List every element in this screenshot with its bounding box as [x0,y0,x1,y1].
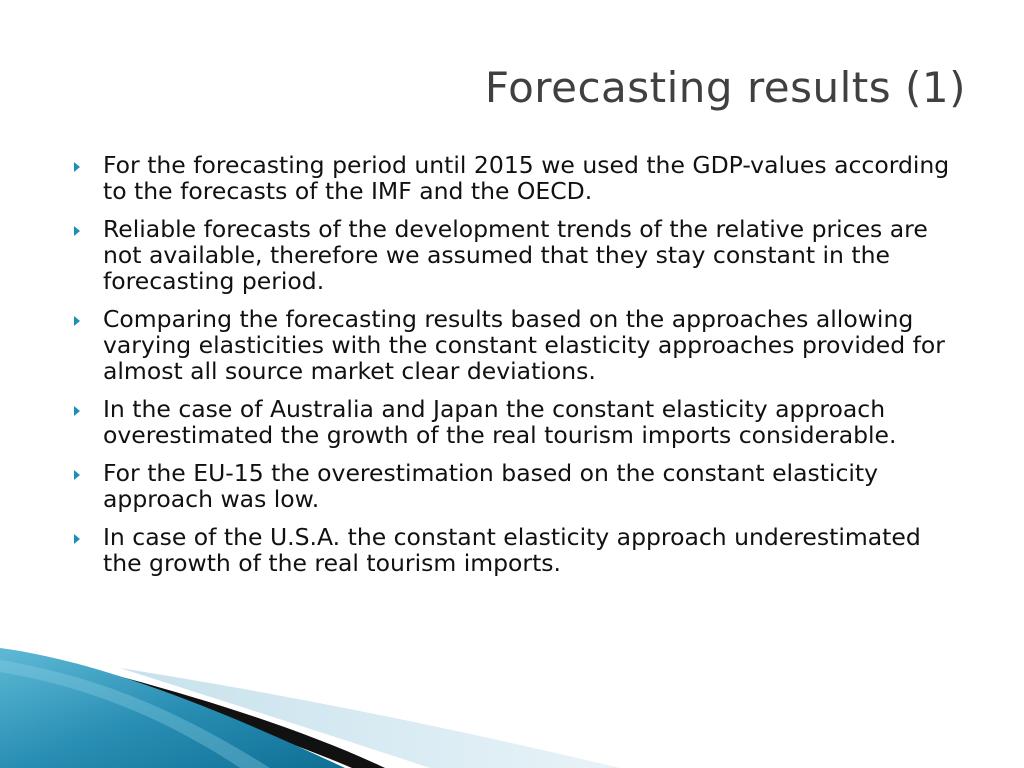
light-blue-wave [120,668,620,768]
bullet-text: In case of the U.S.A. the constant elasticity approach underestimated the growth of the real tourism imports. [103,523,921,577]
teal-wave [0,648,345,768]
bullet-text: Comparing the forecasting results based on the approaches allowing varying elasticities with the constant elasticity approaches provided for almost all source market clear deviations. [103,305,945,385]
teal-wave-highlight [0,660,270,768]
bullet-item [72,396,962,448]
triangle-bullet-icon [74,316,80,326]
bullet-text: For the forecasting period until 2015 we used the GDP-values according to the forecasts of the IMF and the OECD. [103,151,950,205]
bullet-item [72,524,962,576]
bullet-text: Reliable forecasts of the development trends of the relative prices are not available, therefore we assumed that they stay constant in the forecasting period. [103,215,928,295]
bullet-text: In the case of Australia and Japan the constant elasticity approach overestimated the growth of the real tourism imports considerable. [103,395,897,449]
bullet-item [72,460,962,512]
bullet-list [72,152,962,588]
bullet-item [72,152,962,204]
triangle-bullet-icon [74,162,80,172]
dark-wave-stripe [55,660,385,768]
triangle-bullet-icon [74,406,80,416]
bullet-item [72,216,962,294]
bullet-text: For the EU-15 the overestimation based on the constant elasticity approach was low. [103,459,879,513]
slide-title: Forecasting results (1) [484,63,966,112]
triangle-bullet-icon [74,470,80,480]
bullet-item [72,306,962,384]
triangle-bullet-icon [74,226,80,236]
triangle-bullet-icon [74,534,80,544]
